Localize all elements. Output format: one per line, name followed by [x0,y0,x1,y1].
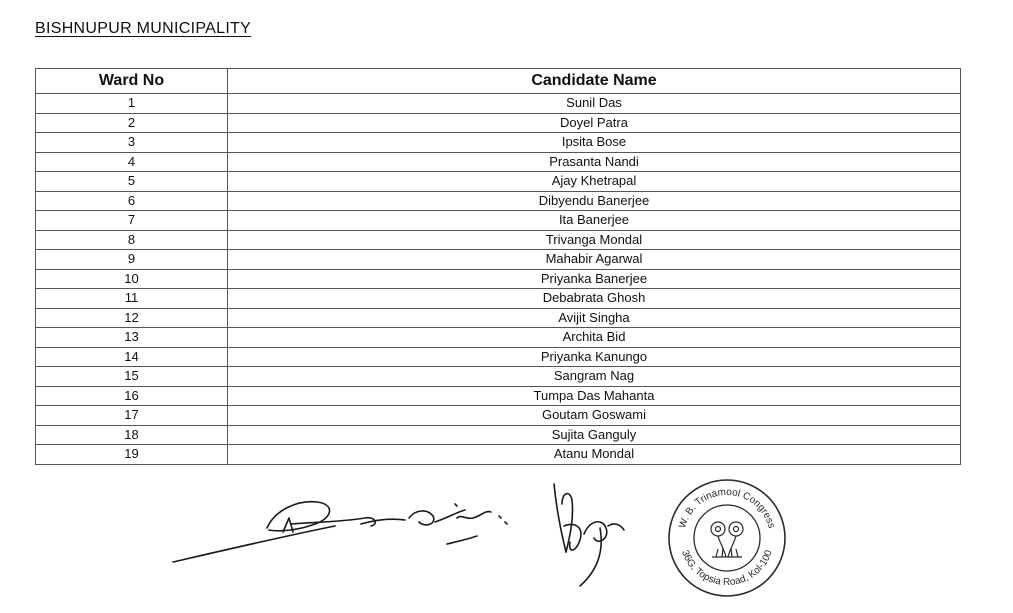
ward-number-cell: 6 [36,191,228,211]
candidate-name-cell: Trivanga Mondal [228,230,961,250]
candidate-name-cell: Avijit Singha [228,308,961,328]
ward-number-cell: 2 [36,113,228,133]
candidate-name-cell: Sunil Das [228,94,961,114]
candidate-name-cell: Sujita Ganguly [228,425,961,445]
ward-number-cell: 8 [36,230,228,250]
table-row [36,406,961,426]
table-body [36,94,961,465]
candidate-name-cell: Prasanta Nandi [228,152,961,172]
stamp-top-text: W. B. Trinamool Congress [677,486,777,530]
candidate-name-cell: Doyel Patra [228,113,961,133]
table-row [36,250,961,270]
candidate-name-cell: Ita Banerjee [228,211,961,231]
candidate-name-cell: Tumpa Das Mahanta [228,386,961,406]
signature-2 [540,480,660,592]
table-row [36,211,961,231]
ward-number-cell: 9 [36,250,228,270]
candidate-name-cell: Goutam Goswami [228,406,961,426]
table-row [36,367,961,387]
candidate-table [35,68,961,465]
ward-number-cell: 17 [36,406,228,426]
table-row [36,230,961,250]
candidate-name-cell: Priyanka Kanungo [228,347,961,367]
table-row [36,133,961,153]
flower-emblem-icon [711,522,743,557]
party-stamp [666,477,788,599]
header-ward-no: Ward No [36,69,228,94]
ward-number-cell: 14 [36,347,228,367]
ward-number-cell: 7 [36,211,228,231]
ward-number-cell: 5 [36,172,228,192]
candidate-name-cell: Archita Bid [228,328,961,348]
table-row [36,269,961,289]
candidate-name-cell: Atanu Mondal [228,445,961,465]
ward-number-cell: 4 [36,152,228,172]
ward-number-cell: 3 [36,133,228,153]
table-row [36,425,961,445]
table-row [36,94,961,114]
ward-number-cell: 16 [36,386,228,406]
table-row [36,113,961,133]
table-row [36,445,961,465]
ward-number-cell: 15 [36,367,228,387]
svg-text:36G, Topsia Road, Kol-100 [679,548,775,588]
candidate-name-cell: Debabrata Ghosh [228,289,961,309]
candidate-name-cell: Mahabir Agarwal [228,250,961,270]
candidate-name-cell: Ipsita Bose [228,133,961,153]
table-row [36,289,961,309]
document-title: BISHNUPUR MUNICIPALITY [35,20,252,37]
ward-number-cell: 19 [36,445,228,465]
candidate-name-cell: Dibyendu Banerjee [228,191,961,211]
table-header-row [36,69,961,94]
table-row [36,308,961,328]
table-row [36,191,961,211]
table-row [36,172,961,192]
candidate-name-cell: Sangram Nag [228,367,961,387]
signature-1 [165,488,535,570]
candidate-name-cell: Priyanka Banerjee [228,269,961,289]
ward-number-cell: 10 [36,269,228,289]
ward-number-cell: 12 [36,308,228,328]
ward-number-cell: 18 [36,425,228,445]
table-row [36,347,961,367]
header-candidate-name: Candidate Name [228,69,961,94]
table-row [36,152,961,172]
table-row [36,328,961,348]
candidate-name-cell: Ajay Khetrapal [228,172,961,192]
stamp-bottom-text: 36G, Topsia Road, Kol-100 [679,548,775,589]
ward-number-cell: 11 [36,289,228,309]
table-row [36,386,961,406]
ward-number-cell: 1 [36,94,228,114]
ward-number-cell: 13 [36,328,228,348]
svg-text:W. B. Trinamool Congress [677,487,777,530]
